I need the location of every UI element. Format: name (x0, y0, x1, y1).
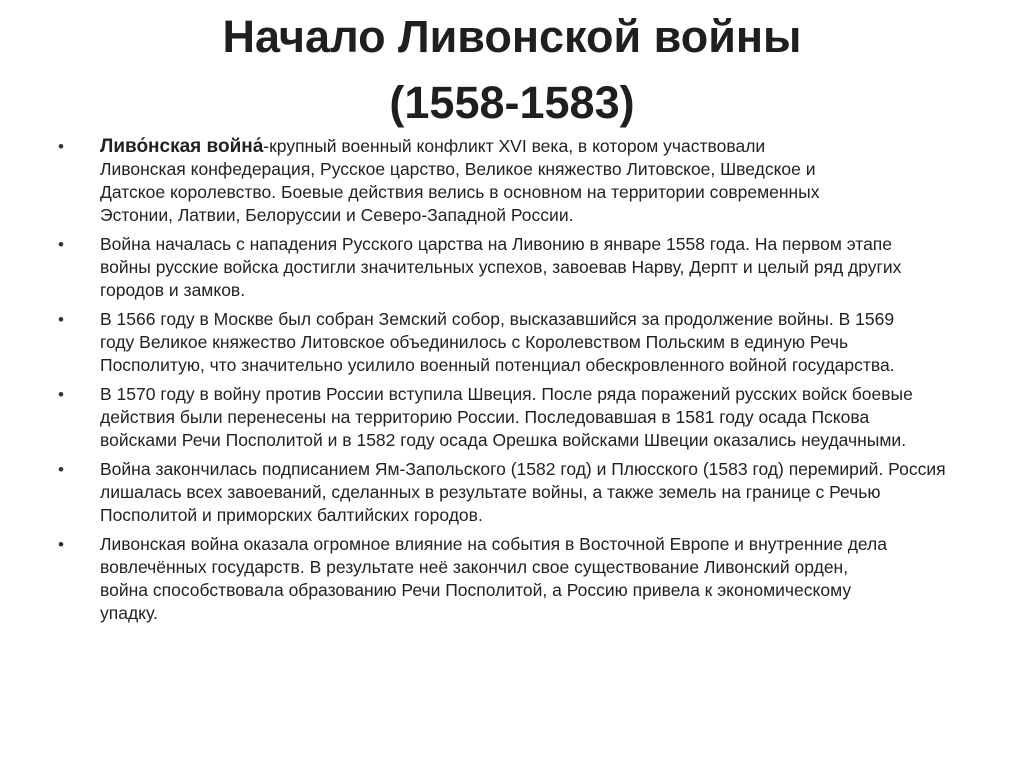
bullet-item-definition (58, 135, 820, 227)
bullet-item-consequences (58, 533, 900, 625)
bullet-text: Война закончилась подписанием Ям-Запольского (1582 год) и Плюсского (1583 год) перемирий. Россия лишалась всех завоеваний, сделанных в результате войны, а также земель на границе с Речью Посполитой и приморских балтийских городов. (100, 459, 946, 525)
bullet-icon: • (58, 460, 64, 479)
bullet-item-1570 (58, 383, 945, 452)
bullet-icon: • (58, 137, 64, 156)
slide-title-line-2: (1558-1583) (389, 77, 635, 128)
bullet-text: В 1570 году в войну против России вступила Швеция. После ряда поражений русских войск боевые действия были перенесены на территорию России. Последовавшая в 1581 году осада Пскова войсками Речи Посполитой и в 1582 году осада Орешка войсками Швеции оказались неудачными. (100, 384, 913, 450)
bullet-list (58, 135, 958, 631)
bullet-icon: • (58, 535, 64, 554)
bullet-icon: • (58, 235, 64, 254)
bullet-text: Ливонская война оказала огромное влияние на события в Восточной Европе и внутренние дела вовлечённых государств. В результате неё закончил свое существование Ливонский орден, война способствовала образованию Речи Посполитой, а Россию привела к экономическому упадку. (100, 534, 887, 623)
slide-title-line-1: Начало Ливонской войны (222, 11, 802, 62)
slide-title (0, 4, 1024, 136)
bullet-text: Война началась с нападения Русского царства на Ливонию в январе 1558 года. На первом этапе войны русские войска достигли значительных успехов, завоевав Нарву, Дерпт и целый ряд других городов и замков. (100, 234, 902, 300)
bullet-item-start (58, 233, 920, 302)
bullet-text: -крупный военный конфликт XVI века, в котором участвовали Ливонская конфедерация, Русское царство, Великое княжество Литовское, Шведское и Датское королевство. Боевые действия велись в основном на территории современных Эстонии, Латвии, Белоруссии и Северо-Западной России. (100, 136, 820, 225)
bullet-icon: • (58, 310, 64, 329)
bullet-item-end (58, 458, 960, 527)
term-livonian-war: Ливо́нская война́ (100, 136, 264, 157)
bullet-item-1566 (58, 308, 920, 377)
bullet-text: В 1566 году в Москве был собран Земский собор, высказавшийся за продолжение войны. В 1569 году Великое княжество Литовское объединилось с Королевством Польским в единую Речь Посполитую, что значительно усилило военный потенциал обескровленного войной государства. (100, 309, 895, 375)
bullet-icon: • (58, 385, 64, 404)
